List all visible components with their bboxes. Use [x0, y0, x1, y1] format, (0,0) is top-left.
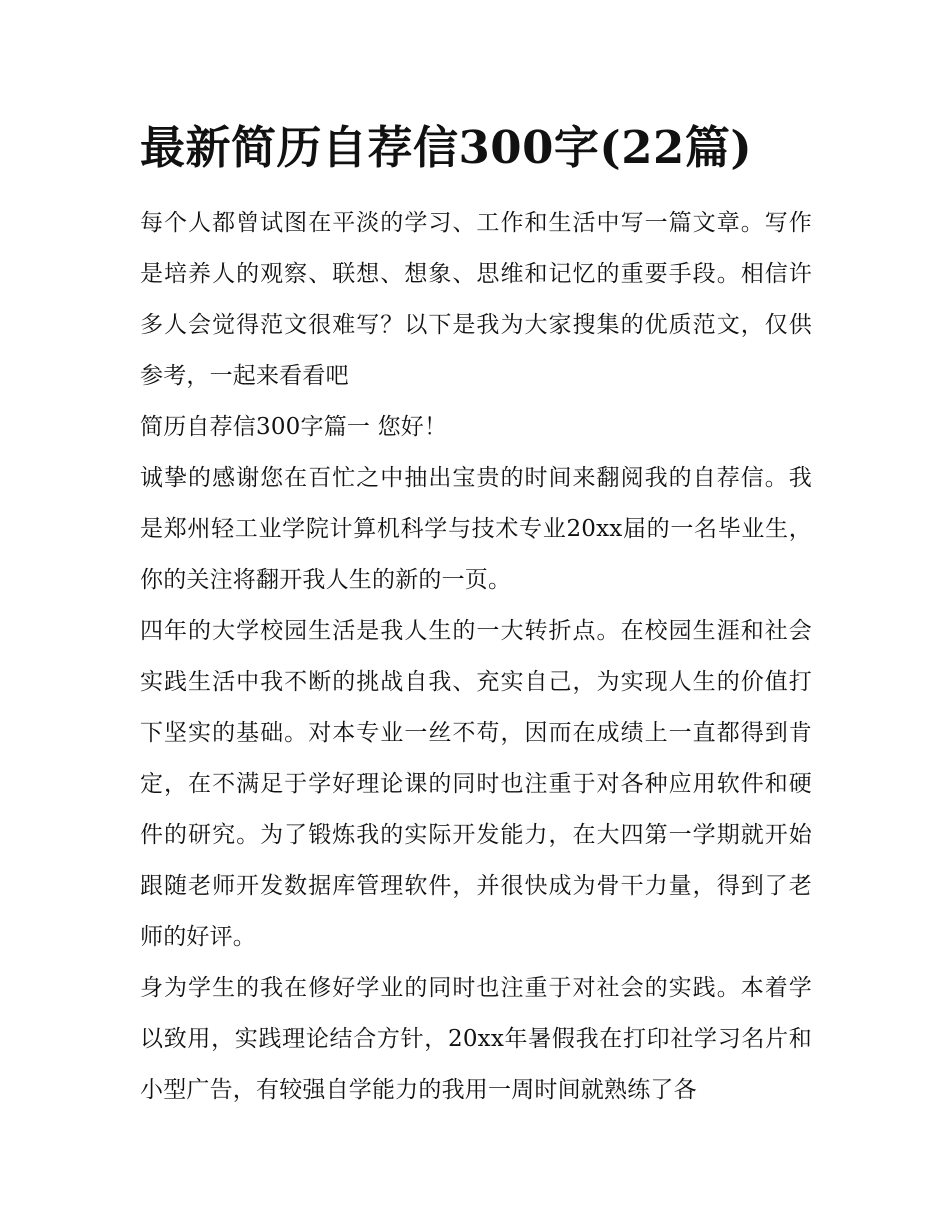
letter-heading-greeting: 简历自荐信300字篇一 您好！ — [140, 414, 448, 440]
body-paragraph: 四年的大学校园生活是我人生的一大转折点。在校园生涯和社会实践生活中我不断的挑战自我、充实自己，为实现人生的价值打下坚实的基础。对本专业一丝不苟，因而在成绩上一直都得到肯定，在不满足于学好理论课的同时也注重于对各种应用软件和硬件的研究。为了锻炼我的实际开发能力，在大四第一学期就开始跟随老师开发数据库管理软件，并很快成为骨干力量，得到了老师的好评。 — [140, 618, 812, 950]
document-body — [140, 198, 812, 1116]
document-page — [140, 112, 812, 1116]
document-title: 最新简历自荐信300字(22篇) — [140, 121, 753, 174]
intro-paragraph: 每个人都曾试图在平淡的学习、工作和生活中写一篇文章。写作是培养人的观察、联想、想象、思维和记忆的重要手段。相信许多人会觉得范文很难写？以下是我为大家搜集的优质范文，仅供参考，一起来看看吧 — [140, 210, 812, 389]
body-paragraph: 诚挚的感谢您在百忙之中抽出宝贵的时间来翻阅我的自荐信。我是郑州轻工业学院计算机科学与技术专业20xx届的一名毕业生，你的关注将翻开我人生的新的一页。 — [140, 465, 812, 593]
body-paragraph: 身为学生的我在修好学业的同时也注重于对社会的实践。本着学以致用，实践理论结合方针，20xx年暑假我在打印社学习名片和小型广告，有较强自学能力的我用一周时间就熟练了各 — [140, 975, 812, 1103]
